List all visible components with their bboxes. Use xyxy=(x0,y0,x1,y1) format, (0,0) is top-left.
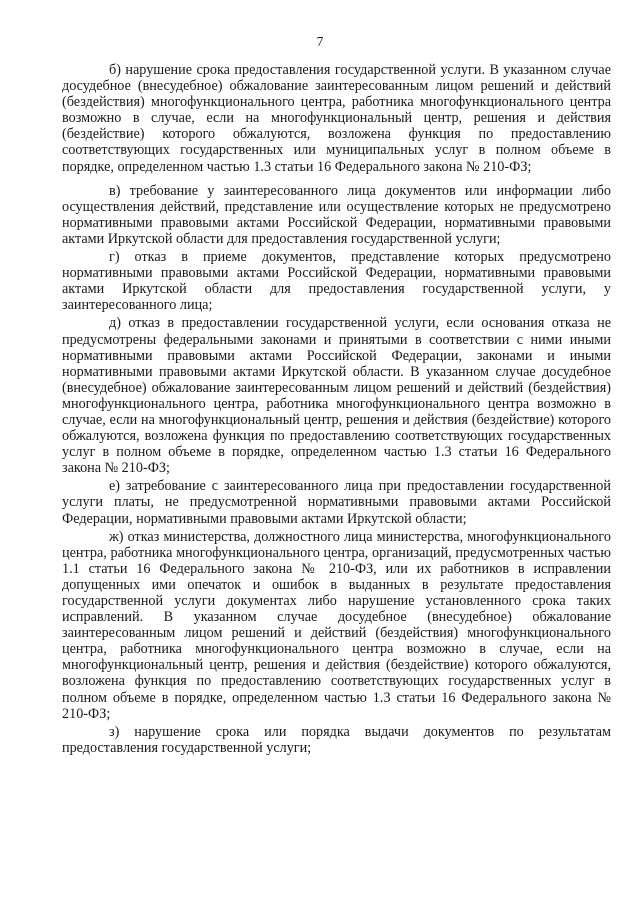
page-number: 7 xyxy=(316,34,324,49)
paragraph-d: д) отказ в предоставлении государственной услуги, если основания отказа не предусмотрены федеральными законами и принятыми в соответствии с ними иными нормативными правовыми актами Российской Федерации, законами и иными нормативными правовыми актами Иркутской области. В указанном случае досудебное (внесудебное) обжалование заинтересованным лицом решений и действий (бездействия) многофункционального центра, работника многофункционального центра возможно в случае, если на многофункциональный центр, решения и действия (бездействие) которого обжалуются, возложена функция по предоставлению соответствующих государственных услуг в полном объеме в порядке, определенном частью 1.3 статьи 16 Федерального закона № 210-ФЗ; xyxy=(62,315,611,477)
paragraph-z: з) нарушение срока или порядка выдачи документов по результатам предоставления государственной услуги; xyxy=(62,723,611,756)
document-body xyxy=(62,62,611,758)
paragraph-e: е) затребование с заинтересованного лица при предоставлении государственной услуги платы, не предусмотренной нормативными правовыми актами Российской Федерации, нормативными правовыми актами Иркутской области; xyxy=(62,478,611,527)
paragraph-g: г) отказ в приеме документов, представление которых предусмотрено нормативными правовыми актами Российской Федерации, нормативными правовыми актами Иркутской области для предоставления государственной услуги, у заинтересованного лица; xyxy=(62,249,611,314)
paragraph-zh: ж) отказ министерства, должностного лица министерства, многофункционального центра, работника многофункционального центра, организаций, предусмотренных частью 1.1 статьи 16 Федерального закона № 210-ФЗ, или их работников в исправлении допущенных ими опечаток и ошибок в выданных в результате предоставления государственной услуги документах либо нарушение установленного срока таких исправлений. В указанном случае досудебное (внесудебное) обжалование заинтересованным лицом решений и действий (бездействия) многофункционального центра, работника многофункционального центра возможно в случае, если на многофункциональный центр, решения и действия (бездействие) которого обжалуются, возложена функция по предоставлению соответствующих государственных услуг в полном объеме в порядке, определенном частью 1.3 статьи 16 Федерального закона № 210-ФЗ; xyxy=(62,528,611,722)
paragraph-v: в) требование у заинтересованного лица документов или информации либо осуществления действий, представление или осуществление которых не предусмотрено нормативными правовыми актами Российской Федерации, нормативными правовыми актами Иркутской области для предоставления государственной услуги; xyxy=(62,182,611,247)
paragraph-b: б) нарушение срока предоставления государственной услуги. В указанном случае досудебное (внесудебное) обжалование заинтересованным лицом решений и действий (бездействия) многофункционального центра, работника многофункционального центра возможно в случае, если на многофункциональный центр, решения и действия (бездействие) которого обжалуются, возложена функция по предоставлению соответствующих государственных или муниципальных услуг в полном объеме в порядке, определенном частью 1.3 статьи 16 Федерального закона № 210-ФЗ; xyxy=(62,62,611,175)
